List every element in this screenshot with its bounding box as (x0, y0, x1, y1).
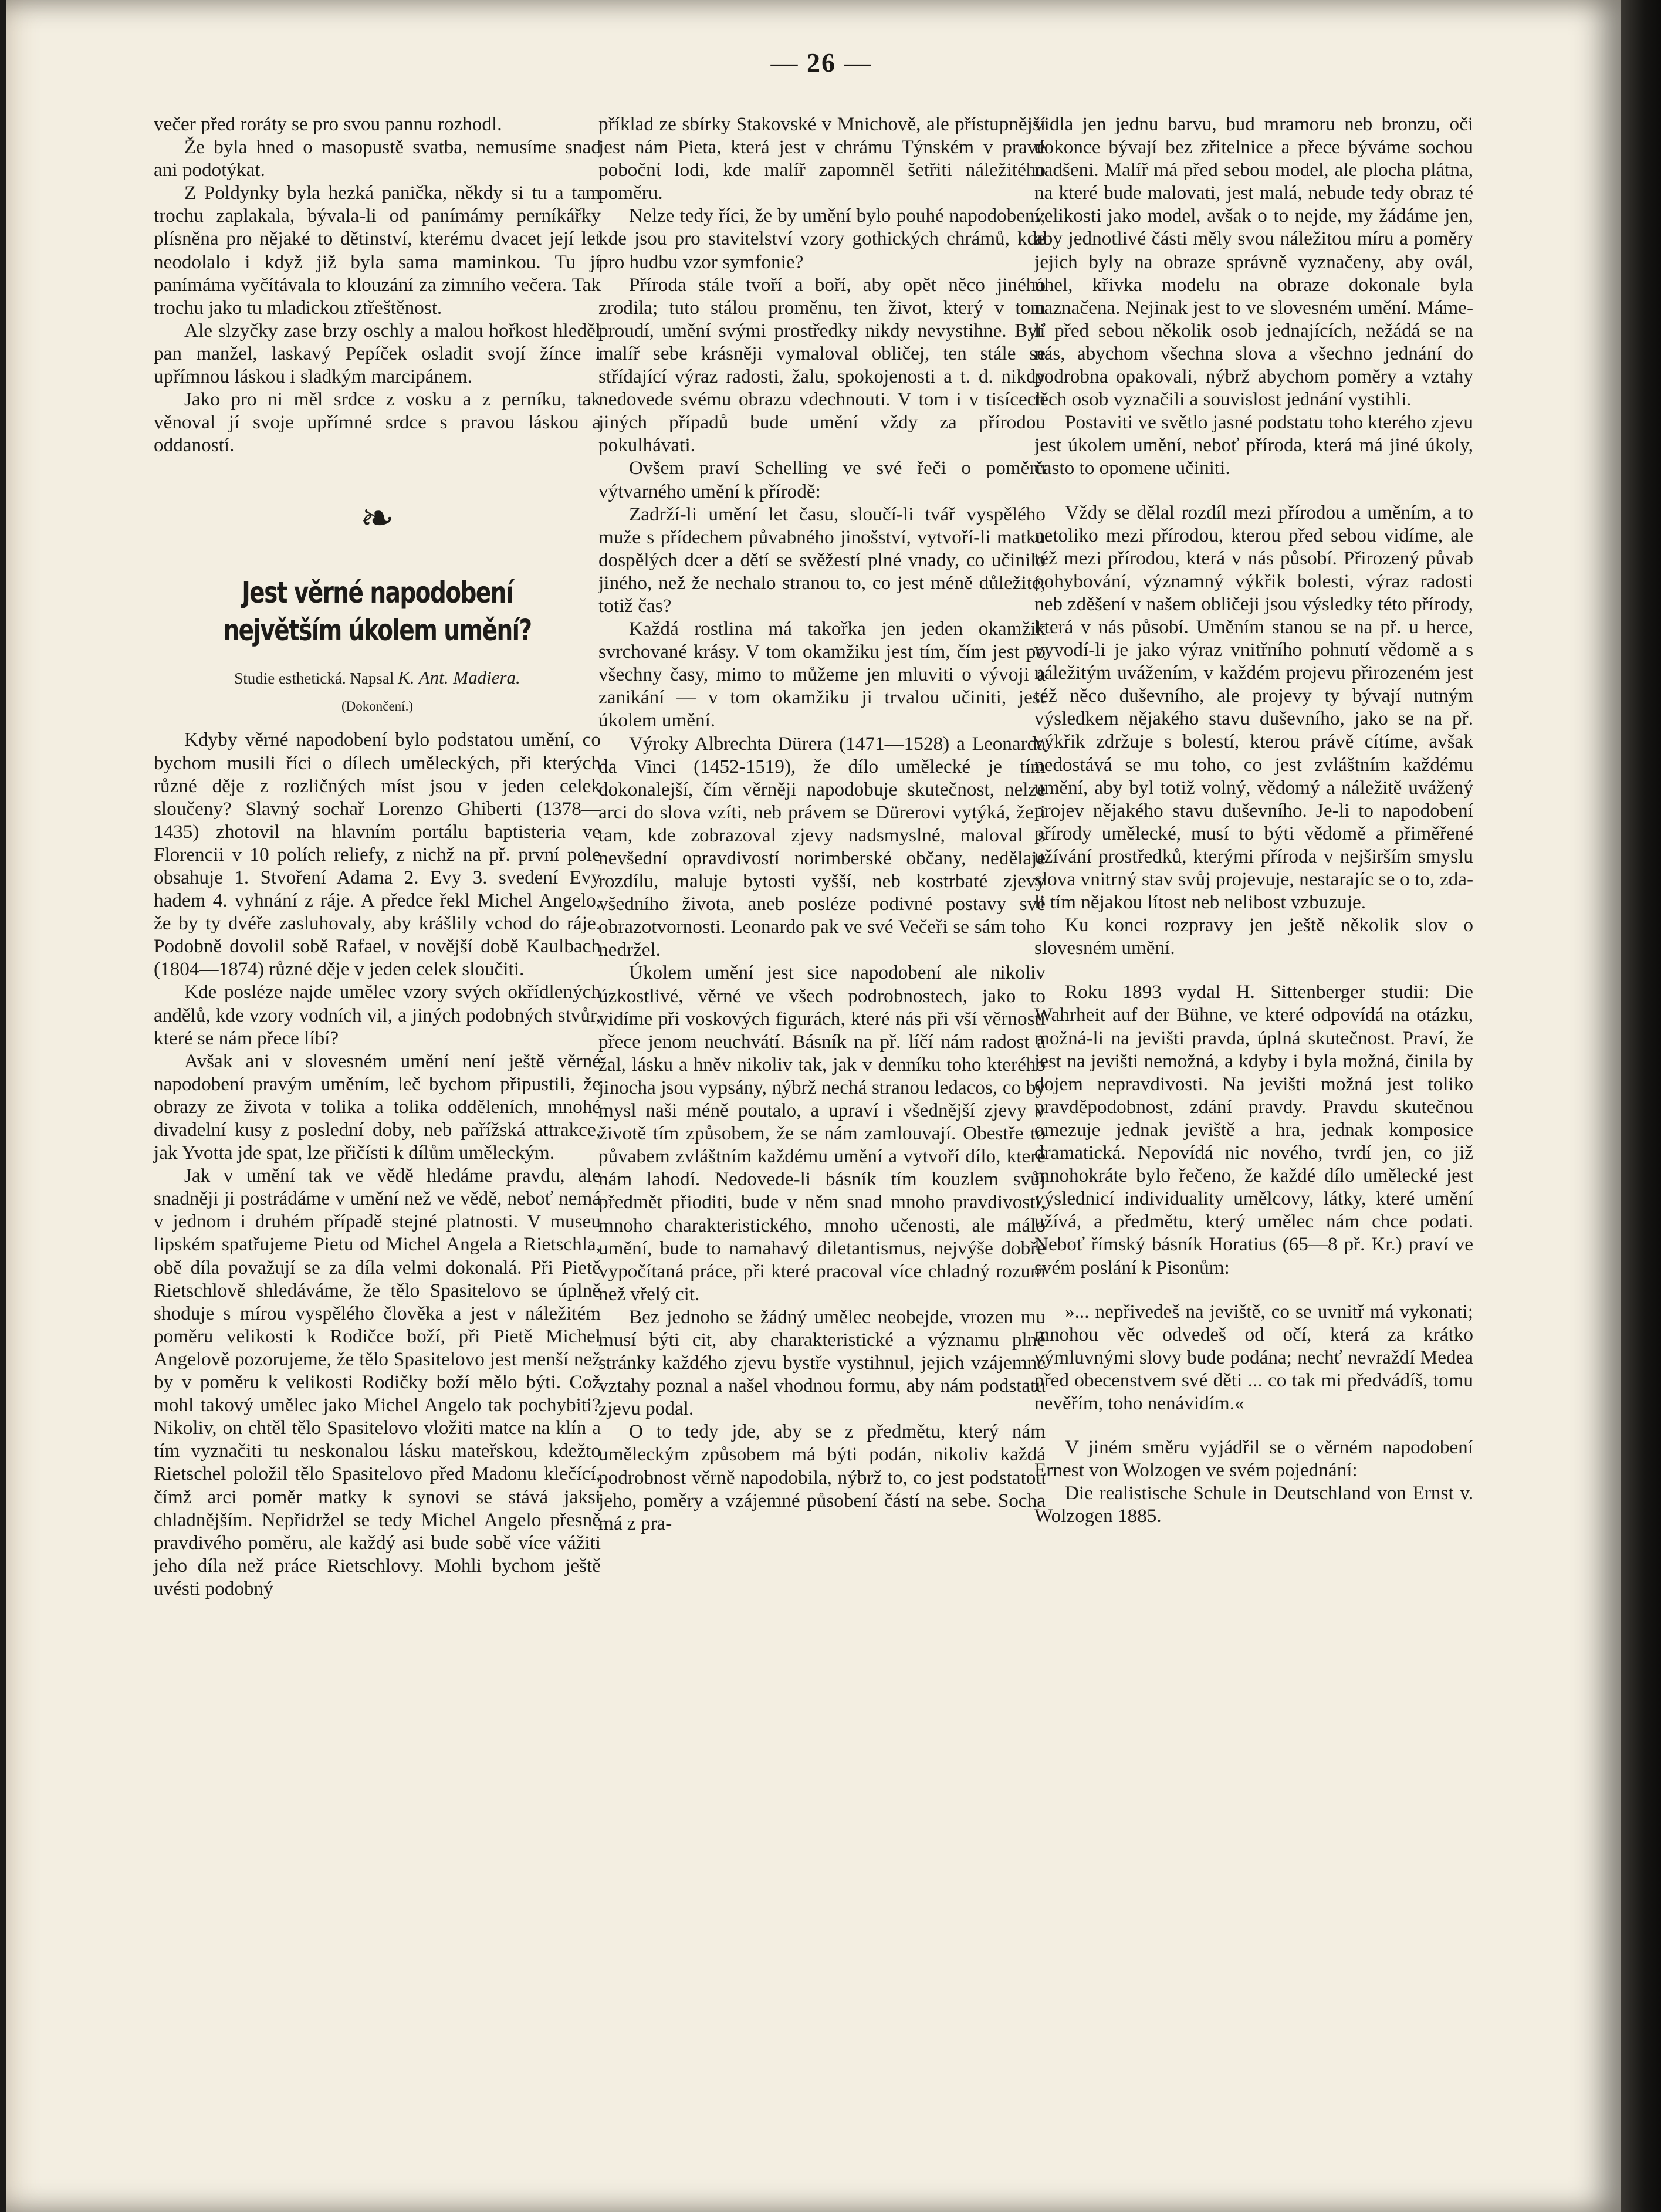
paragraph: Úkolem umění jest sice napodobení ale nikoliv úzkostlivé, věrné ve všech podrobnostech, jako to vidíme při voskových figurách, které nás při vší věrnosti přece jenom neuchvátí. Básník na př. líčí nám radost a žal, lásku a hněv nikoliv tak, jak v denníku toho kterého jinocha jsou vypsány, nýbrž nechá stranou ledacos, co by mysl naši méně poutalo, a upraví i všednější zjevy v životě tím způsobem, že se nám zamlouvají. Obestře to půvabem zvláštním každému umění a vytvoří dílo, které nám lahodí. Nedovede-li básník tím kouzlem svůj předmět přioditi, bude v něm snad mnoho pravdivosti, mnoho charakteristického, mnoho učenosti, ale málo umění, bude to namahavý diletantismus, nejvýše dobře vypočítaná práce, při které pracoval více chladný rozum než vřelý cit. (598, 962, 1046, 1305)
article-title: Jest věrné napodobení největším úkolem umění? (223, 576, 532, 648)
page-number: — 26 — (770, 48, 872, 77)
article-byline (154, 667, 601, 689)
column-2 (598, 113, 1046, 1535)
paragraph: V jiném směru vyjádřil se o věrném napodobení Ernest von Wolzogen ve svém pojednání: (1034, 1436, 1473, 1482)
paragraph: Vždy se dělal rozdíl mezi přírodou a uměním, a to netoliko mezi přírodou, kterou před sebou vidíme, ale též mezi přírodou, která v nás působí. Přirozený půvab pohybování, významný výkřik bolesti, výraz radosti neb zděšení v našem obličeji jsou výsledky této přírody, která v nás působí. Uměním stanou se na př. u herce, vyvodí-li je jako výraz vnitřního pohnutí vědomě a s náležitým uvážením, v každém projevu přirozeném jest též něco duševního, ale projevy ty bývají nutným výsledkem nějakého stavu duševního, jako se na př. výkřik zdržuje s bolestí, kterou právě cítíme, avšak nedostává se mu toho, co jest zvláštním každému umění, aby byl totiž volný, vědomý a náležitě uvážený projev nějakého stavu duševního. Je-li to napodobení přírody umělecké, musí to býti vědomě a přiměřené užívání prostředků, kterými příroda v nejširším smyslu slova vnitrný stav svůj projevuje, nestarajíc se o to, zda-li tím nějakou lítost neb nelibost vzbuzuje. (1034, 501, 1473, 914)
byline-text: Studie esthetická. Napsal (234, 669, 394, 688)
column-1 (154, 113, 601, 1600)
paragraph: Z Poldynky byla hezká panička, někdy si tu a tam trochu zaplakala, bývala-li od panímámy perníkářky plísněna pro nějaké to dětinství, kterému dvacet její let neodolalo i když již byla sama maminkou. Tu jí panímáma vyčítávala to klouzání za zimního večera. Tak trochu jako tu mladickou ztřeštěnost. (154, 182, 601, 319)
paragraph: Postaviti ve světlo jasné podstatu toho kterého zjevu jest úkolem umění, neboť příroda, která má jiné úkoly, často to opomene učiniti. (1034, 411, 1473, 479)
paragraph: Jako pro ni měl srdce z vosku a z perníku, tak věnoval jí svoje upřímné srdce s pravou láskou a oddaností. (154, 388, 601, 456)
quote-paragraph: »... nepřivedeš na jeviště, co se uvnitř má vykonati; mnohou věc odvedeš od očí, která za krátko výmluvnými slovy bude podána; nechť nevraždí Medea před obecenstvem své děti ... co tak mi předvádíš, tomu nevěřím, toho nenávidím.« (1034, 1300, 1473, 1414)
continuation-note: (Dokončení.) (341, 699, 413, 714)
paragraph: Ale slzyčky zase brzy oschly a malou hořkost hleděl pan manžel, laskavý Pepíček osladit svojí žínce i upřímnou láskou i sladkým marcipánem. (154, 319, 601, 388)
paragraph: Příroda stále tvoří a boří, aby opět něco jiného zrodila; tuto stálou proměnu, ten život, který v tom proudí, umění svými prostředky nikdy nevystihne. Byť malíř sebe krásněji vymaloval obličej, ten stále se střídající výraz radosti, žalu, spokojenosti a t. d. nikdy nedovede svému obrazu vdechnouti. V tom i v tisícech jiných případů bude umění vždy za přírodou pokulhávati. (598, 273, 1046, 456)
paragraph: Die realistische Schule in Deutschland von Ernst v. Wolzogen 1885. (1034, 1482, 1473, 1527)
paragraph: O to tedy jde, aby se z předmětu, který nám uměleckým způsobem má býti podán, nikoliv každá podrobnost věrně napodobila, nýbrž to, co jest podstatou jeho, poměry a vzájemné působení částí na sebe. Socha má z pra- (598, 1420, 1046, 1534)
leaf-ornament-icon: ❧ (360, 496, 395, 542)
paragraph: Každá rostlina má takořka jen jeden okamžik svrchované krásy. V tom okamžiku jest tím, čím jest po všechny časy, mimo to můžeme jen mluviti o vývoji a zanikání — v tom okamžiku ji trvalou učiniti, jest úkolem umění. (598, 618, 1046, 732)
paragraph: Že byla hned o masopustě svatba, nemusíme snad ani podotýkat. (154, 136, 601, 181)
paragraph: Kde posléze najde umělec vzory svých okřídlených andělů, kde vzory vodních vil, a jiných podobných stvůr, které se nám přece líbí? (154, 981, 601, 1049)
paragraph: vidla jen jednu barvu, bud mramoru neb bronzu, oči dokonce bývají bez zřitelnice a přece býváme sochou nadšeni. Malíř má před sebou model, ale plocha plátna, na které bude malovati, jest malá, nebude tedy obraz té velikosti jako model, avšak o to nejde, my žádáme jen, aby jednotlivé části měly svou náležitou míru a poměry jejich byly na obraze správně vyznačeny, aby ovál, úhel, křivka modelu na obraze dokonale byla naznačena. Nejinak jest to ve slovesném umění. Máme-li před sebou několik osob jednajících, nežádá se na nás, abychom všechna slova a všechno jednání do podrobna opakovali, nýbrž abychom poměry a vztahy těch osob vyznačili a souvislost jednání vystihli. (1034, 113, 1473, 411)
paragraph: Ku konci rozpravy jen ještě několik slov o slovesném umění. (1034, 914, 1473, 959)
paragraph: Avšak ani v slovesném umění není ještě věrné napodobení pravým uměním, leč bychom připustili, že obrazy ze života v tolika a tolika odděleních, mnohé divadelní kusy z poslední doby, neb pařížská attrakce, jak Yvotta jde spat, lze přičísti k dílům uměleckým. (154, 1050, 601, 1164)
paragraph: Ovšem praví Schelling ve své řeči o poměru výtvarného umění k přírodě: (598, 457, 1046, 502)
quote-paragraph: Zadrží-li umění let času, sloučí-li tvář vyspělého muže s přídechem půvabného jinošství, vytvoří-li matku dospělých dcer a dětí se svěžestí plné vnady, co učinilo jiného, než že nechalo stranou to, co jest méně důležité, totiž čas? (598, 503, 1046, 617)
paragraph: večer před roráty se pro svou pannu rozhodl. (154, 113, 502, 135)
paragraph: Nelze tedy říci, že by umění bylo pouhé napodobení; kde jsou pro stavitelství vzory gothických chrámů, kde pro hudbu vzor symfonie? (598, 205, 1046, 273)
paragraph: Jak v umění tak ve vědě hledáme pravdu, ale snadněji ji postrádáme v umění než ve vědě, neboť nemá v jednom i druhém případě stejné platnosti. V museu lipském spatřujeme Pietu od Michel Angela a Rietschla, obě díla považují se za díla velmi dokonalá. Při Pietě Rietschlově shledáváme, že tělo Spasitelovo se úplně shoduje s mírou vyspělého člověka a jest v náležitém poměru velikosti k Rodičce boží, při Pietě Michel Angelově pozorujeme, že tělo Spasitelovo jest menší než by v poměru k velikosti Rodičky boží mělo býti. Což mohl takový umělec jako Michel Angelo tak pochybiti? Nikoliv, on chtěl tělo Spasitelovo vložiti matce na klín a tím vyznačiti tu neskonalou lásku mateřskou, kdežto Rietschel položil tělo Spasitelovo před Madonu klečící, čímž arci poměr matky k synovi se stává jaksi chladnějším. Nepřidržel se tedy Michel Angelo přesně pravdivého poměru, ale každý asi bude sobě více vážiti jeho díla než práce Rietschlovy. Mohli bychom ještě uvésti podobný (154, 1165, 601, 1599)
author-name: K. Ant. Madiera. (398, 667, 520, 688)
book-edge (1621, 0, 1661, 2212)
paragraph: příklad ze sbírky Stakovské v Mnichově, ale přístupnější jest nám Pieta, která jest v chrámu Týnském v pravé pobočnί lodi, kde malíř zapomněl šetřiti náležitého poměru. (598, 113, 1046, 204)
paragraph: Kdyby věrné napodobení bylo podstatou umění, co bychom musili říci o dílech uměleckých, při kterých různé děje z rozličných míst jsou v jeden celek sloučeny? Slavný sochař Lorenzo Ghiberti (1378—1435) zhotovil na hlavním portálu baptisteria ve Florencii v 10 polích reliefy, z nichž na př. první pole obsahuje 1. Stvoření Adama 2. Evy 3. svedení Evy hadem 4. vyhnání z ráje. A předce řekl Michel Angelo, že by ty dvéře zasluhovaly, aby krášlily vchod do ráje. Podobně dovolil sobě Rafael, v novější době Kaulbach (1804—1874) různé děje v jeden celek sloučiti. (154, 729, 601, 980)
paragraph: Výroky Albrechta Dürera (1471—1528) a Leonarda da Vinci (1452-1519), že dílo umělecké je tím dokonalejší, čím věrněji napodobuje skutečnost, nelze arci do slova vzíti, neb právem se Dürerovi vytýká, že i tam, kde zobrazoval zjevy nadsmyslné, maloval s nevšední opravdivostí norimberské občany, nedělaje rozdílu, maluje bytosti vyšší, neb kostrbaté zjevy všedního života, aneb posléze podivné postavy své obrazotvornosti. Leonardo pak ve své Večeři se sám toho nedržel. (598, 732, 1046, 961)
column-3 (1034, 113, 1473, 1527)
paragraph: Roku 1893 vydal H. Sittenberger studii: Die Wahrheit auf der Bühne, ve které odpovídá na otázku, možná-li na jevišti pravda, úplná skutečnost. Praví, že jest na jevišti nemožná, a kdyby i byla možná, činila by dojem nepravdivosti. Na jevišti možná jest toliko pravděpodobnost, zdání pravdy. Pravdu skutečnou omezuje jednak jeviště a hra, jednak komposice dramatická. Nepovídá nic nového, tvrdí jen, co již mnohokráte bylo řečeno, že každé dílo umělecké jest výslednicí individuality umělcovy, látky, které umění užívá, a předmětu, který umělec nám chce podati. Neboť římský básník Horatius (65—8 př. Kr.) praví ve svém poslání k Pisonům: (1034, 981, 1473, 1279)
paragraph: Bez jednoho se žádný umělec neobejde, vrozen mu musí býti cit, aby charakteristické a významu plné stránky každého zjevu bystře vystihnul, jejich vzájemné vztahy poznal a našel vhodnou formu, aby nám podstatu zjevu podal. (598, 1305, 1046, 1420)
